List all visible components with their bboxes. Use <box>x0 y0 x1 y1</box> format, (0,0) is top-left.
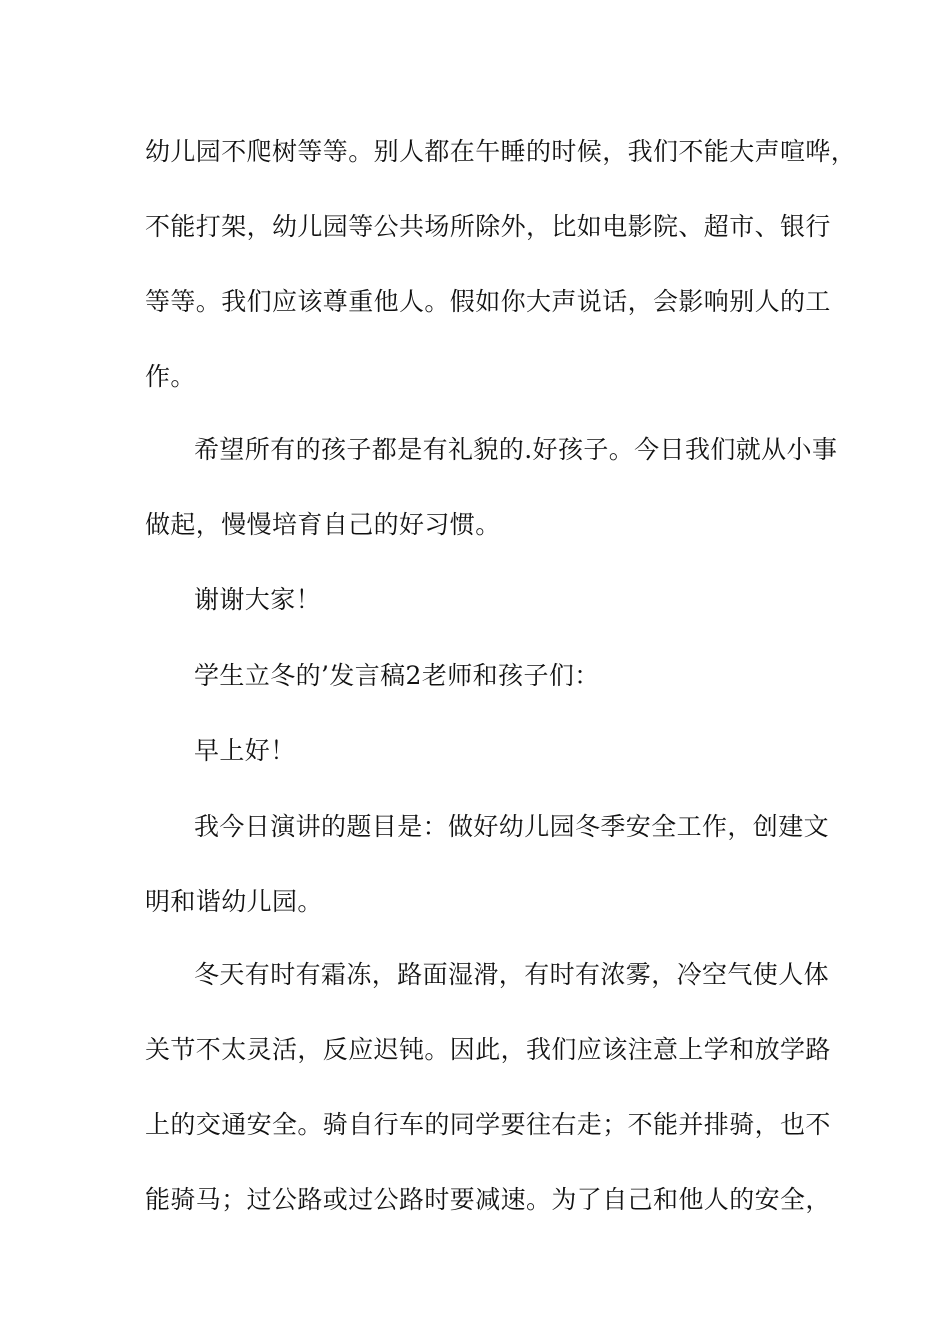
text-line: 关节不太灵活，反应迟钝。因此，我们应该注意上学和放学路 <box>145 1035 831 1064</box>
text-line: 幼儿园不爬树等等。别人都在午睡的时候，我们不能大声喧哗， <box>145 137 857 166</box>
text-line: 能骑马；过公路或过公路时要减速。为了自己和他人的安全， <box>145 1185 831 1214</box>
text-line: 明和谐幼儿园。 <box>145 887 323 916</box>
speech-heading-line: 学生立冬的’发言稿2老师和孩子们： <box>194 661 600 690</box>
paragraph-start-line: 我今日演讲的题目是：做好幼儿园冬季安全工作，创建文 <box>194 812 830 841</box>
text-line: 等等。我们应该尊重他人。假如你大声说话，会影响别人的工 <box>145 287 831 316</box>
text-line: 上的交通安全。骑自行车的同学要往右走；不能并排骑，也不 <box>145 1110 831 1139</box>
thanks-line: 谢谢大家！ <box>194 585 322 614</box>
paragraph-start-line: 冬天有时有霜冻，路面湿滑，有时有浓雾，冷空气使人体 <box>194 960 830 989</box>
greeting-line: 早上好！ <box>194 736 296 765</box>
text-line: 作。 <box>145 362 196 391</box>
paragraph-start-line: 希望所有的孩子都是有礼貌的.好孩子。今日我们就从小事 <box>194 435 838 464</box>
text-line: 不能打架，幼儿园等公共场所除外，比如电影院、超市、银行 <box>145 212 831 241</box>
text-line: 做起，慢慢培育自己的好习惯。 <box>145 510 501 539</box>
